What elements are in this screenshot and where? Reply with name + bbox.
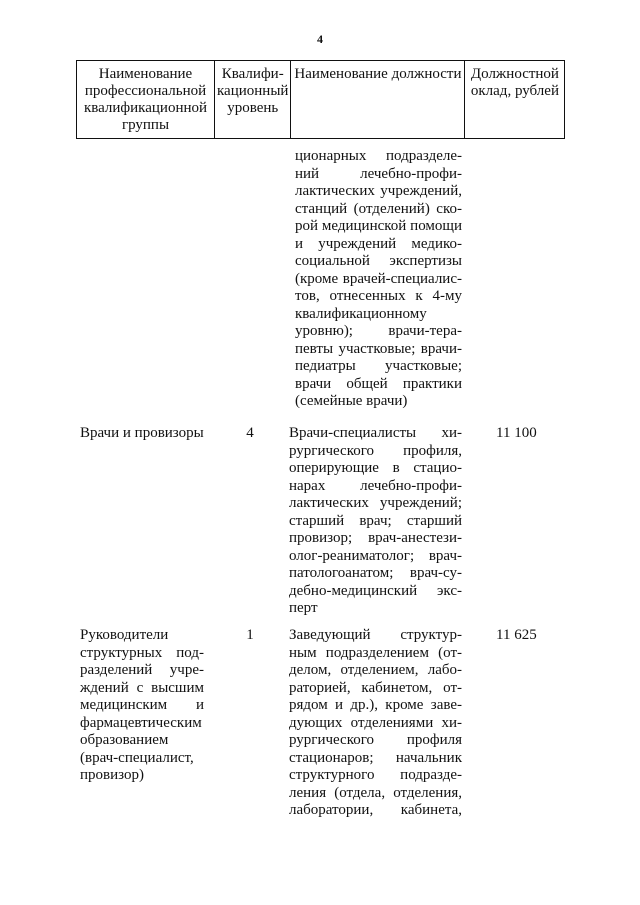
row-2-positions-line: лаборатории, кабинета, [289, 802, 462, 818]
row-2-group-line: провизор) [80, 767, 144, 783]
row-2-group-line: разделений учре- [80, 662, 204, 678]
row-2-group [80, 627, 204, 785]
continuation-line: ционарных подразделе- [295, 148, 462, 164]
row-1-positions [289, 425, 462, 618]
continuation-line: (семейные врачи) [295, 393, 408, 409]
row-2-level: 1 [246, 627, 254, 643]
row-1-positions-line: олог-реаниматолог; врач- [289, 547, 462, 564]
continuation-line: уровню); врачи-тера- [295, 323, 462, 339]
continuation-line: педиатры участковые; [295, 358, 462, 374]
row-2-positions-line: ным подразделением (от- [289, 644, 462, 661]
row-1-positions-line: рургического профиля, [289, 442, 462, 459]
row-1-positions-line: старший врач; старший [289, 512, 462, 529]
row-1-group: Врачи и провизоры [80, 425, 204, 441]
row-1-positions-line: Врачи-специалисты хи- [289, 425, 462, 441]
page-number: 4 [317, 32, 323, 46]
header-salary: Должностной оклад, рублей [465, 61, 565, 139]
row-1-positions-line: провизор; врач-анестези- [289, 530, 462, 546]
row-1-salary: 11 100 [496, 425, 537, 441]
row-1-positions-line: перт [289, 600, 318, 616]
row-2-positions-line: структурного подразде- [289, 767, 462, 783]
row-2-group-line: медицинским и [80, 697, 204, 713]
row-1-positions-line: патологоанатом; врач-су- [289, 565, 462, 581]
row-2-group-line: Руководители [80, 627, 169, 643]
continuation-line: квалификационному [295, 305, 427, 322]
continuation-line: станций (отделений) ско- [295, 200, 462, 217]
row-2-group-line: (врач-специалист, [80, 749, 194, 766]
row-2-positions-line: раторией, кабинетом, от- [289, 679, 462, 696]
row-1-positions-line: нарах лечебно-профи- [289, 477, 462, 494]
row-2-positions-line: стационаров; начальник [289, 749, 462, 766]
continuation-positions [295, 148, 462, 411]
row-2-positions-line: рядом и др.), кроме заве- [289, 697, 462, 713]
row-1-positions-line: дебно-медицинский экс- [289, 582, 462, 599]
row-2-positions-line: ления (отдела, отделения, [289, 784, 462, 801]
continuation-line: и учреждений медико- [295, 235, 462, 252]
row-2-group-line: структурных под- [80, 644, 204, 661]
row-2-positions [289, 627, 462, 820]
row-2-positions-line: дующих отделениями хи- [289, 714, 462, 731]
row-1-positions-line: оперирующие в стацио- [289, 460, 462, 476]
continuation-line: врачи общей практики [295, 375, 462, 392]
row-1-positions-line: лактических учреждений; [289, 495, 462, 511]
continuation-line: лактических учреждений, [295, 183, 462, 199]
row-2-group-line: фармацевтическим [80, 714, 202, 731]
row-2-group-line: образованием [80, 732, 169, 748]
row-2-positions-line: рургического профиля [289, 732, 462, 748]
continuation-line: тов, отнесенных к 4-му [295, 288, 462, 304]
row-2-salary: 11 625 [496, 627, 537, 643]
continuation-line: ний лечебно-профи- [295, 165, 462, 182]
continuation-line: (кроме врачей-специалис- [295, 270, 462, 287]
header-position: Наименование должности [291, 61, 465, 139]
header-level: Квалифи-кационный уровень [215, 61, 291, 139]
continuation-line: певты участковые; врачи- [295, 340, 462, 357]
row-2-positions-line: Заведующий структур- [289, 627, 462, 643]
continuation-line: социальной экспертизы [295, 253, 462, 269]
row-2-positions-line: делом, отделением, лабо- [289, 662, 462, 678]
row-2-group-line: ждений с высшим [80, 679, 204, 696]
header-group: Наименование профессиональной квалификационной группы [77, 61, 215, 139]
continuation-line: рой медицинской помощи [295, 218, 462, 234]
table-header [76, 60, 565, 139]
row-1-level: 4 [246, 425, 254, 441]
